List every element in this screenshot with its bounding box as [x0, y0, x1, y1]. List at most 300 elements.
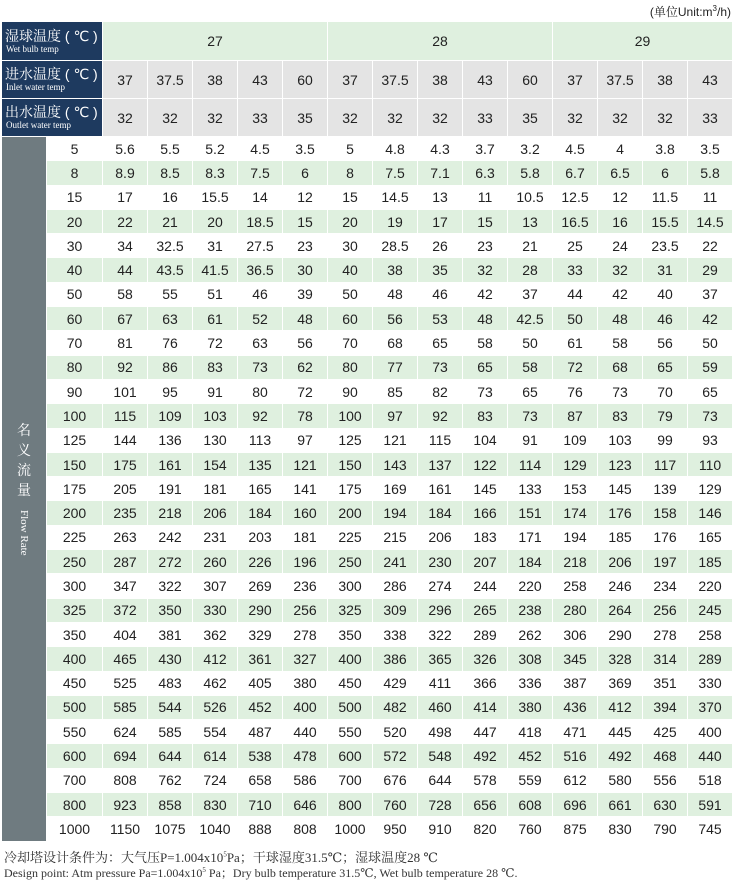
flow-value-cell: 44	[553, 282, 598, 306]
flow-value-cell: 646	[283, 793, 328, 817]
flow-value-cell: 197	[643, 550, 688, 574]
nominal-flow-cell: 300	[47, 574, 103, 598]
flow-value-cell: 790	[643, 817, 688, 841]
flow-value-cell: 143	[373, 452, 418, 476]
nominal-flow-cell: 90	[47, 379, 103, 403]
flow-value-cell: 58	[508, 355, 553, 379]
flow-value-cell: 307	[193, 574, 238, 598]
flow-value-cell: 418	[508, 720, 553, 744]
flow-rate-char: 名	[17, 421, 31, 438]
flow-value-cell: 184	[508, 550, 553, 574]
flow-value-cell: 151	[508, 501, 553, 525]
flow-value-cell: 158	[643, 501, 688, 525]
flow-value-cell: 516	[553, 744, 598, 768]
flow-value-cell: 145	[598, 477, 643, 501]
inlet-temp-cell: 37	[328, 61, 373, 99]
flow-value-cell: 37	[688, 282, 733, 306]
flow-value-cell: 380	[283, 671, 328, 695]
flow-value-cell: 465	[103, 647, 148, 671]
flow-value-cell: 350	[148, 598, 193, 622]
flow-value-cell: 50	[553, 307, 598, 331]
flow-value-cell: 362	[193, 622, 238, 646]
flow-value-cell: 460	[418, 695, 463, 719]
flow-value-cell: 53	[418, 307, 463, 331]
flow-value-cell: 644	[148, 744, 193, 768]
flow-value-cell: 86	[148, 355, 193, 379]
flow-value-cell: 830	[193, 793, 238, 817]
flow-value-cell: 165	[238, 477, 283, 501]
wet-bulb-value: 29	[553, 22, 733, 61]
flow-value-cell: 440	[688, 744, 733, 768]
flow-value-cell: 185	[598, 525, 643, 549]
nominal-flow-cell: 1000	[47, 817, 103, 841]
flow-value-cell: 97	[373, 404, 418, 428]
flow-value-cell: 20	[328, 209, 373, 233]
flow-value-cell: 585	[148, 720, 193, 744]
flow-value-cell: 70	[643, 379, 688, 403]
flow-value-cell: 412	[598, 695, 643, 719]
nominal-flow-cell: 70	[47, 331, 103, 355]
flow-value-cell: 104	[463, 428, 508, 452]
flow-value-cell: 8.3	[193, 161, 238, 185]
flow-value-cell: 7.1	[418, 161, 463, 185]
flow-value-cell: 630	[643, 793, 688, 817]
flow-value-cell: 3.7	[463, 137, 508, 161]
flow-value-cell: 203	[238, 525, 283, 549]
flow-value-cell: 1000	[328, 817, 373, 841]
flow-value-cell: 760	[508, 817, 553, 841]
flow-value-cell: 50	[328, 282, 373, 306]
flow-value-cell: 48	[373, 282, 418, 306]
flow-value-cell: 37	[508, 282, 553, 306]
flow-value-cell: 544	[148, 695, 193, 719]
flow-value-cell: 338	[373, 622, 418, 646]
flow-value-cell: 31	[643, 258, 688, 282]
outlet-temp-cell: 32	[643, 99, 688, 137]
flow-value-cell: 20	[193, 209, 238, 233]
flow-value-cell: 762	[148, 768, 193, 792]
flow-value-cell: 436	[553, 695, 598, 719]
nominal-flow-cell: 250	[47, 550, 103, 574]
flow-value-cell: 526	[193, 695, 238, 719]
wet-bulb-header: 湿球温度 ( ℃ ) Wet bulb temp	[2, 22, 103, 61]
table-row	[2, 574, 733, 598]
nominal-flow-cell: 500	[47, 695, 103, 719]
flow-value-cell: 430	[148, 647, 193, 671]
flow-value-cell: 322	[148, 574, 193, 598]
nominal-flow-cell: 325	[47, 598, 103, 622]
table-row	[2, 355, 733, 379]
flow-value-cell: 41.5	[193, 258, 238, 282]
table-row	[2, 428, 733, 452]
flow-value-cell: 950	[373, 817, 418, 841]
flow-value-cell: 14	[238, 185, 283, 209]
flow-value-cell: 264	[598, 598, 643, 622]
flow-value-cell: 30	[328, 234, 373, 258]
flow-value-cell: 135	[238, 452, 283, 476]
flow-value-cell: 174	[553, 501, 598, 525]
flow-value-cell: 166	[463, 501, 508, 525]
flow-value-cell: 184	[238, 501, 283, 525]
table-row	[2, 209, 733, 233]
flow-value-cell: 161	[418, 477, 463, 501]
table-row	[2, 234, 733, 258]
flow-value-cell: 5.8	[508, 161, 553, 185]
flow-value-cell: 65	[688, 379, 733, 403]
flow-value-cell: 4.3	[418, 137, 463, 161]
flow-value-cell: 133	[508, 477, 553, 501]
table-row	[2, 404, 733, 428]
flow-value-cell: 694	[103, 744, 148, 768]
flow-value-cell: 612	[553, 768, 598, 792]
flow-value-cell: 62	[283, 355, 328, 379]
flow-value-cell: 14.5	[373, 185, 418, 209]
flow-value-cell: 518	[688, 768, 733, 792]
flow-value-cell: 63	[238, 331, 283, 355]
flow-value-cell: 109	[148, 404, 193, 428]
flow-value-cell: 414	[463, 695, 508, 719]
inlet-temp-cell: 37	[553, 61, 598, 99]
outlet-temp-cell: 32	[598, 99, 643, 137]
flow-value-cell: 141	[283, 477, 328, 501]
flow-value-cell: 411	[418, 671, 463, 695]
flow-value-cell: 50	[508, 331, 553, 355]
flow-value-cell: 35	[418, 258, 463, 282]
table-row	[2, 161, 733, 185]
table-row	[2, 550, 733, 574]
flow-value-cell: 73	[463, 379, 508, 403]
flow-value-cell: 130	[193, 428, 238, 452]
flow-value-cell: 289	[688, 647, 733, 671]
flow-value-cell: 72	[553, 355, 598, 379]
flow-value-cell: 23	[463, 234, 508, 258]
flow-value-cell: 78	[283, 404, 328, 428]
flow-value-cell: 32	[463, 258, 508, 282]
flow-value-cell: 263	[103, 525, 148, 549]
inlet-temp-cell: 37	[103, 61, 148, 99]
flow-value-cell: 73	[238, 355, 283, 379]
flow-value-cell: 246	[598, 574, 643, 598]
flow-value-cell: 65	[643, 355, 688, 379]
flow-value-cell: 287	[103, 550, 148, 574]
flow-value-cell: 492	[598, 744, 643, 768]
flow-value-cell: 5.8	[688, 161, 733, 185]
inlet-temp-cell: 60	[283, 61, 328, 99]
flow-value-cell: 55	[148, 282, 193, 306]
flow-value-cell: 1040	[193, 817, 238, 841]
flow-value-cell: 23	[283, 234, 328, 258]
flow-value-cell: 15	[328, 185, 373, 209]
flow-value-cell: 452	[238, 695, 283, 719]
flow-value-cell: 386	[373, 647, 418, 671]
flow-value-cell: 109	[553, 428, 598, 452]
flow-value-cell: 18.5	[238, 209, 283, 233]
flow-value-cell: 6	[283, 161, 328, 185]
flow-value-cell: 68	[598, 355, 643, 379]
flow-value-cell: 90	[328, 379, 373, 403]
flow-value-cell: 591	[688, 793, 733, 817]
flow-value-cell: 300	[328, 574, 373, 598]
flow-value-cell: 3.5	[283, 137, 328, 161]
flow-rate-char: 量	[17, 481, 31, 498]
flow-value-cell: 724	[193, 768, 238, 792]
flow-value-cell: 661	[598, 793, 643, 817]
flow-value-cell: 347	[103, 574, 148, 598]
flow-value-cell: 17	[103, 185, 148, 209]
flow-value-cell: 345	[553, 647, 598, 671]
flow-value-cell: 314	[643, 647, 688, 671]
flow-value-cell: 923	[103, 793, 148, 817]
flow-value-cell: 97	[283, 428, 328, 452]
flow-value-cell: 8	[328, 161, 373, 185]
flow-rate-char: 流	[17, 461, 31, 478]
flow-value-cell: 42	[463, 282, 508, 306]
flow-value-cell: 7.5	[238, 161, 283, 185]
flow-value-cell: 58	[103, 282, 148, 306]
flow-value-cell: 290	[598, 622, 643, 646]
flow-value-cell: 61	[193, 307, 238, 331]
flow-value-cell: 242	[148, 525, 193, 549]
wet-bulb-value: 27	[103, 22, 328, 61]
flow-value-cell: 578	[463, 768, 508, 792]
flow-rate-char: 义	[17, 441, 31, 458]
flow-value-cell: 808	[103, 768, 148, 792]
flow-value-cell: 272	[148, 550, 193, 574]
nominal-flow-cell: 150	[47, 452, 103, 476]
flow-value-cell: 482	[373, 695, 418, 719]
flow-value-cell: 103	[193, 404, 238, 428]
flow-value-cell: 600	[328, 744, 373, 768]
flow-value-cell: 10.5	[508, 185, 553, 209]
flow-value-cell: 440	[283, 720, 328, 744]
flow-value-cell: 196	[283, 550, 328, 574]
flow-value-cell: 15.5	[193, 185, 238, 209]
nominal-flow-cell: 125	[47, 428, 103, 452]
outlet-temp-cell: 35	[283, 99, 328, 137]
flow-value-cell: 218	[148, 501, 193, 525]
flow-value-cell: 218	[553, 550, 598, 574]
table-row	[2, 695, 733, 719]
flow-value-cell: 250	[328, 550, 373, 574]
inlet-temp-cell: 38	[418, 61, 463, 99]
flow-value-cell: 326	[463, 647, 508, 671]
flow-value-cell: 256	[283, 598, 328, 622]
flow-value-cell: 103	[598, 428, 643, 452]
flow-value-cell: 8.9	[103, 161, 148, 185]
nominal-flow-cell: 40	[47, 258, 103, 282]
flow-value-cell: 238	[508, 598, 553, 622]
flow-value-cell: 322	[418, 622, 463, 646]
flow-value-cell: 554	[193, 720, 238, 744]
flow-value-cell: 83	[193, 355, 238, 379]
flow-value-cell: 538	[238, 744, 283, 768]
flow-value-cell: 4.8	[373, 137, 418, 161]
flow-value-cell: 161	[148, 452, 193, 476]
flow-value-cell: 6.3	[463, 161, 508, 185]
flow-value-cell: 220	[508, 574, 553, 598]
outlet-temp-cell: 33	[238, 99, 283, 137]
flow-value-cell: 394	[643, 695, 688, 719]
flow-value-cell: 12	[283, 185, 328, 209]
table-row	[2, 477, 733, 501]
flow-value-cell: 400	[283, 695, 328, 719]
flow-value-cell: 471	[553, 720, 598, 744]
flow-value-cell: 21	[508, 234, 553, 258]
flow-value-cell: 114	[508, 452, 553, 476]
flow-value-cell: 13	[418, 185, 463, 209]
flow-value-cell: 624	[103, 720, 148, 744]
flow-value-cell: 808	[283, 817, 328, 841]
nominal-flow-cell: 100	[47, 404, 103, 428]
flow-value-cell: 11	[463, 185, 508, 209]
flow-value-cell: 274	[418, 574, 463, 598]
flow-value-cell: 137	[418, 452, 463, 476]
flow-value-cell: 380	[508, 695, 553, 719]
flow-value-cell: 80	[238, 379, 283, 403]
flow-value-cell: 16.5	[553, 209, 598, 233]
flow-value-cell: 875	[553, 817, 598, 841]
flow-value-cell: 61	[553, 331, 598, 355]
flow-value-cell: 400	[688, 720, 733, 744]
nominal-flow-cell: 800	[47, 793, 103, 817]
inlet-header: 进水温度 ( ℃ ) Inlet water temp	[2, 61, 103, 99]
flow-value-cell: 329	[238, 622, 283, 646]
flow-value-cell: 30	[283, 258, 328, 282]
footer-en: Design point: Atm pressure $Pa=1.004x10^5$ Pa；Dry bulb temperature 31.5℃, Wet bulb temperature 28 ℃.	[4, 866, 518, 880]
table-row	[2, 307, 733, 331]
table-row	[2, 258, 733, 282]
table-row	[2, 331, 733, 355]
flow-value-cell: 48	[598, 307, 643, 331]
outlet-temp-cell: 32	[418, 99, 463, 137]
flow-value-cell: 24	[598, 234, 643, 258]
flow-value-cell: 15.5	[643, 209, 688, 233]
flow-value-cell: 25	[553, 234, 598, 258]
flow-value-cell: 85	[373, 379, 418, 403]
flow-value-cell: 77	[373, 355, 418, 379]
flow-value-cell: 556	[643, 768, 688, 792]
flow-value-cell: 68	[373, 331, 418, 355]
flow-value-cell: 122	[463, 452, 508, 476]
flow-value-cell: 72	[283, 379, 328, 403]
flow-value-cell: 16	[598, 209, 643, 233]
table-row	[2, 720, 733, 744]
flow-value-cell: 56	[643, 331, 688, 355]
flow-value-cell: 42.5	[508, 307, 553, 331]
flow-value-cell: 79	[643, 404, 688, 428]
nominal-flow-cell: 5	[47, 137, 103, 161]
flow-value-cell: 176	[598, 501, 643, 525]
flow-value-cell: 445	[598, 720, 643, 744]
flow-value-cell: 260	[193, 550, 238, 574]
flow-value-cell: 425	[643, 720, 688, 744]
flow-value-cell: 728	[418, 793, 463, 817]
unit-label: (单位$Unit:m^3/h$)	[649, 4, 731, 19]
flow-value-cell: 244	[463, 574, 508, 598]
flow-value-cell: 7.5	[373, 161, 418, 185]
flow-value-cell: 194	[553, 525, 598, 549]
outlet-temp-cell: 33	[463, 99, 508, 137]
nominal-flow-cell: 8	[47, 161, 103, 185]
flow-value-cell: 550	[328, 720, 373, 744]
inlet-temp-cell: 60	[508, 61, 553, 99]
nominal-flow-cell: 175	[47, 477, 103, 501]
table-row	[2, 622, 733, 646]
flow-value-cell: 34	[103, 234, 148, 258]
flow-value-cell: 525	[103, 671, 148, 695]
flow-value-cell: 308	[508, 647, 553, 671]
flow-value-cell: 22	[688, 234, 733, 258]
nominal-flow-cell: 200	[47, 501, 103, 525]
flow-value-cell: 121	[283, 452, 328, 476]
flow-value-cell: 3.2	[508, 137, 553, 161]
flow-value-cell: 369	[598, 671, 643, 695]
table-row	[2, 817, 733, 841]
flow-value-cell: 113	[238, 428, 283, 452]
flow-value-cell: 265	[463, 598, 508, 622]
flow-value-cell: 40	[328, 258, 373, 282]
flow-value-cell: 91	[508, 428, 553, 452]
outlet-temp-cell: 32	[373, 99, 418, 137]
flow-value-cell: 696	[553, 793, 598, 817]
outlet-temp-cell: 35	[508, 99, 553, 137]
flow-value-cell: 858	[148, 793, 193, 817]
flow-value-cell: 11	[688, 185, 733, 209]
flow-rate-label	[2, 137, 47, 842]
flow-value-cell: 52	[238, 307, 283, 331]
flow-value-cell: 405	[238, 671, 283, 695]
flow-value-cell: 176	[643, 525, 688, 549]
flow-rate-en: Flow Rate	[18, 509, 30, 556]
flow-value-cell: 28.5	[373, 234, 418, 258]
table-row	[2, 452, 733, 476]
flow-value-cell: 910	[418, 817, 463, 841]
flow-value-cell: 365	[418, 647, 463, 671]
flow-value-cell: 28	[508, 258, 553, 282]
flow-value-cell: 366	[463, 671, 508, 695]
flow-value-cell: 136	[148, 428, 193, 452]
flow-value-cell: 5.2	[193, 137, 238, 161]
flow-value-cell: 83	[463, 404, 508, 428]
table-row	[2, 793, 733, 817]
flow-value-cell: 184	[418, 501, 463, 525]
flow-value-cell: 146	[688, 501, 733, 525]
flow-value-cell: 76	[148, 331, 193, 355]
flow-value-cell: 82	[418, 379, 463, 403]
flow-value-cell: 483	[148, 671, 193, 695]
flow-value-cell: 12	[598, 185, 643, 209]
flow-value-cell: 73	[598, 379, 643, 403]
flow-value-cell: 262	[508, 622, 553, 646]
flow-value-cell: 19	[373, 209, 418, 233]
table-row	[2, 744, 733, 768]
flow-value-cell: 6.7	[553, 161, 598, 185]
flow-value-cell: 32.5	[148, 234, 193, 258]
flow-value-cell: 145	[463, 477, 508, 501]
flow-value-cell: 169	[373, 477, 418, 501]
nominal-flow-cell: 60	[47, 307, 103, 331]
flow-value-cell: 92	[238, 404, 283, 428]
flow-value-cell: 171	[508, 525, 553, 549]
table-row	[2, 137, 733, 161]
flow-value-cell: 110	[688, 452, 733, 476]
flow-value-cell: 6	[643, 161, 688, 185]
flow-value-cell: 26	[418, 234, 463, 258]
flow-value-cell: 31	[193, 234, 238, 258]
flow-value-cell: 820	[463, 817, 508, 841]
flow-value-cell: 60	[328, 307, 373, 331]
flow-value-cell: 21	[148, 209, 193, 233]
